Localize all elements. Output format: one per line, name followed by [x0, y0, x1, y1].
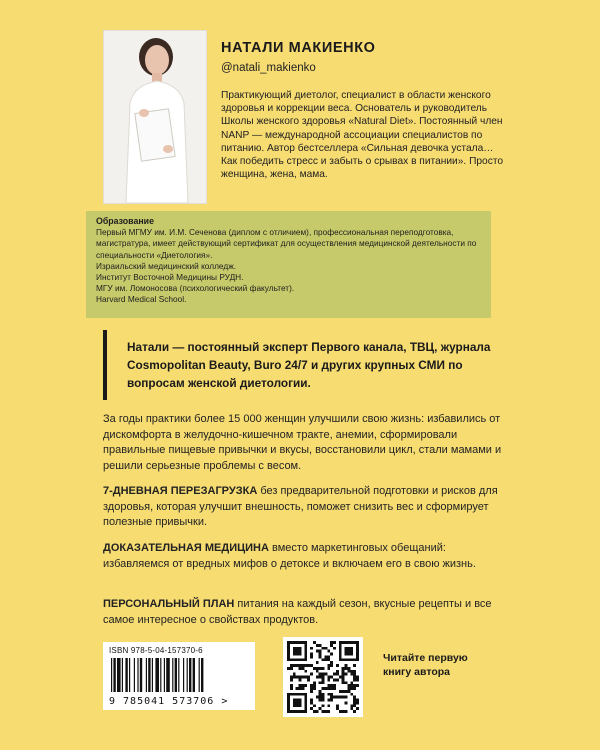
feature-paragraph [103, 484, 503, 531]
education-item: Harvard Medical School. [96, 294, 187, 305]
author-handle: @natali_makienko [221, 62, 316, 74]
qr-caption: Читайте первую книгу автора [383, 652, 468, 678]
author-bio: Практикующий диетолог, специалист в области женского здоровья и коррекции веса. Основатель и руководитель Школы женского здоровья «Natural Diet». Постоянный член NANP — международной ассоциации специалистов по питанию. Автор бестселлера «Сильная девочка устала… Как победить стресс и забыть о срывах в питании». Просто женщина, жена, мама. [221, 90, 504, 181]
qr-code [283, 637, 363, 717]
barcode-bars [109, 658, 249, 692]
education-item: МГУ им. Ломоносова (психологический факультет). [96, 283, 295, 294]
feature-title: 7-ДНЕВНАЯ ПЕРЕЗАГРУЗКА [103, 485, 258, 497]
qr-code-pattern [287, 641, 359, 713]
education-item: Институт Восточной Медицины РУДН. [96, 272, 244, 283]
feature-text: вместо маркетинговых обещаний: избавляемся от вредных мифов о детоксе и включаем его в свою жизнь. [103, 542, 476, 570]
feature-paragraph [103, 597, 503, 628]
education-box [86, 211, 491, 318]
feature-text: питания на каждый сезон, вкусные рецепты и все самое интересное о свойствах продуктов. [103, 598, 492, 626]
education-item: Первый МГМУ им. И.М. Сеченова (диплом с отличием), профессиональная переподготовка, магистратура, имеет действующий сертификат для осуществления медицинской деятельности по специальности «Диетология». [96, 227, 477, 260]
education-item: Израильский медицинский колледж. [96, 260, 237, 271]
intro-paragraph: За годы практики более 15 000 женщин улучшили свою жизнь: избавились от дискомфорта в желудочно-кишечном тракте, анемии, сформировали правильные пищевые привычки и вкусы, восстановили цикл, стали мамами и решили серьезные проблемы с весом. [103, 413, 502, 472]
feature-paragraph [103, 541, 503, 572]
barcode [103, 642, 255, 710]
barcode-number: 9 785041 573706 > [109, 696, 229, 707]
education-title: Образование [96, 216, 154, 226]
expert-quote: Натали — постоянный эксперт Первого канала, ТВЦ, журнала Cosmopolitan Beauty, Buro 24/7 и других крупных СМИ по вопросам женской диетологии. [103, 330, 503, 400]
author-photo [103, 30, 207, 204]
author-name: НАТАЛИ МАКИЕНКО [221, 40, 376, 56]
feature-title: ПЕРСОНАЛЬНЫЙ ПЛАН [103, 598, 235, 610]
feature-title: ДОКАЗАТЕЛЬНАЯ МЕДИЦИНА [103, 542, 269, 554]
isbn-label: ISBN 978-5-04-157370-6 [109, 646, 203, 655]
feature-text: без предварительной подготовки и рисков для здоровья, которая улучшит внешность, поможет снизить вес и сформирует полезные привычки. [103, 485, 498, 528]
